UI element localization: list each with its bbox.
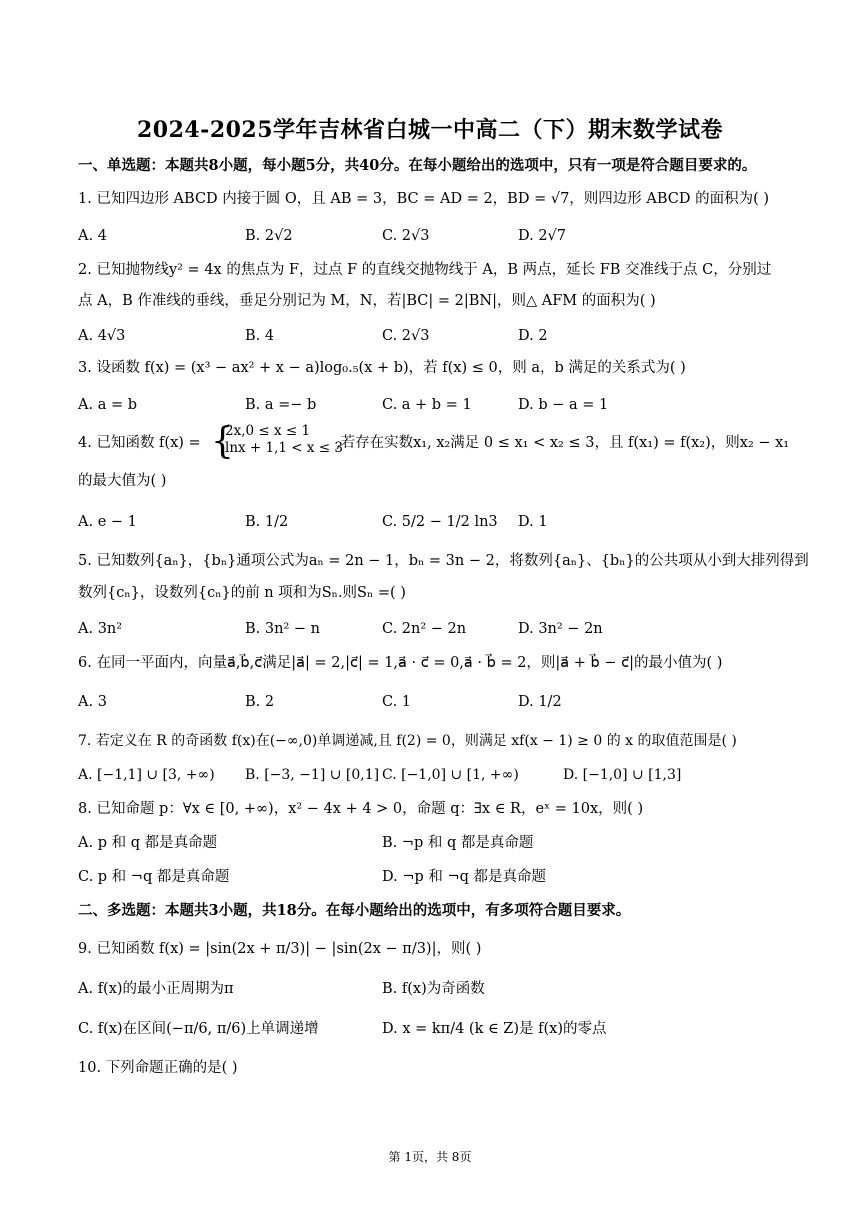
q6-stem: 6. 在同一平面内，向量a⃗,b⃗,c⃗满足|a⃗| = 2,|c⃗| = 1,a⃗ · c⃗ = 0,a⃗ · b⃗ = 2，则|a⃗ + b⃗ − c⃗|的最小值为( ) <box>78 655 723 671</box>
q2-option-a: A. 4√3 <box>78 328 126 344</box>
q4-piecewise-brace: { <box>211 421 234 462</box>
q5-stem-line2: 数列{cₙ}，设数列{cₙ}的前 n 项和为Sₙ.则Sₙ =( ) <box>78 585 406 601</box>
q2-stem-line1: 2. 已知抛物线y² = 4x 的焦点为 F，过点 F 的直线交抛物线于 A，B 两点，延长 FB 交准线于点 C，分别过 <box>78 262 772 278</box>
q5-option-b: B. 3n² − n <box>245 621 320 637</box>
q9-option-a: A. f(x)的最小正周期为π <box>78 981 234 997</box>
q3-option-a: A. a = b <box>78 397 137 413</box>
q3-option-b: B. a =− b <box>245 397 317 413</box>
q2-stem-line2: 点 A，B 作准线的垂线，垂足分别记为 M，N，若|BC| = 2|BN|，则△ AFM 的面积为( ) <box>78 293 656 309</box>
q5-option-c: C. 2n² − 2n <box>382 621 467 637</box>
q4-option-a: A. e − 1 <box>78 514 137 530</box>
q4-stem-line2: 的最大值为( ) <box>78 473 167 489</box>
section-multi-choice-header: 二、多选题：本题共3小题，共18分。在每小题给出的选项中，有多项符合题目要求。 <box>78 902 631 919</box>
q4-option-b: B. 1/2 <box>245 514 289 530</box>
q5-option-a: A. 3n² <box>78 621 123 637</box>
q1-stem: 1. 已知四边形 ABCD 内接于圆 O，且 AB = 3，BC = AD = 2，BD = √7，则四边形 ABCD 的面积为( ) <box>78 191 770 207</box>
q2-option-c: C. 2√3 <box>382 328 430 344</box>
section-single-choice-header: 一、单选题：本题共8小题，每小题5分，共40分。在每小题给出的选项中，只有一项是符合题目要求的。 <box>78 157 757 174</box>
q4-stem-lead: 4. 已知函数 f(x) = <box>78 435 201 451</box>
q3-option-d: D. b − a = 1 <box>518 397 609 413</box>
q8-stem: 8. 已知命题 p：∀x ∈ [0, +∞)，x² − 4x + 4 > 0，命题 q：∃x ∈ R，eˣ = 10x，则( ) <box>78 801 644 817</box>
q1-option-b: B. 2√2 <box>245 228 293 244</box>
q6-option-c: C. 1 <box>382 694 412 710</box>
q6-option-b: B. 2 <box>245 694 275 710</box>
q8-option-a: A. p 和 q 都是真命题 <box>78 835 218 851</box>
q4-stem-tail: ,若存在实数x₁, x₂满足 0 ≤ x₁ < x₂ ≤ 3，且 f(x₁) = f(x₂)，则x₂ − x₁ <box>336 435 790 451</box>
q9-option-d: D. x = kπ/4 (k ∈ Z)是 f(x)的零点 <box>382 1021 607 1037</box>
q9-option-b: B. f(x)为奇函数 <box>382 981 485 997</box>
q4-option-d: D. 1 <box>518 514 548 530</box>
q9-stem: 9. 已知函数 f(x) = |sin(2x + π/3)| − |sin(2x − π/3)|，则( ) <box>78 941 482 957</box>
q8-option-b: B. ¬p 和 q 都是真命题 <box>382 835 534 851</box>
q3-stem: 3. 设函数 f(x) = (x³ − ax² + x − a)log₀.₅(x + b)，若 f(x) ≤ 0，则 a，b 满足的关系式为( ) <box>78 360 686 376</box>
q2-option-d: D. 2 <box>518 328 548 344</box>
q4-option-c: C. 5/2 − 1/2 ln3 <box>382 514 498 530</box>
q5-stem-line1: 5. 已知数列{aₙ}，{bₙ}通项公式为aₙ = 2n − 1，bₙ = 3n − 2，将数列{aₙ}、{bₙ}的公共项从小到大排列得到 <box>78 553 809 569</box>
q7-option-c: C. [−1,0] ∪ [1, +∞) <box>382 767 519 783</box>
q1-option-c: C. 2√3 <box>382 228 430 244</box>
q1-option-a: A. 4 <box>78 228 107 244</box>
q2-option-b: B. 4 <box>245 328 275 344</box>
q7-option-a: A. [−1,1] ∪ [3, +∞) <box>78 767 215 783</box>
q7-stem: 7. 若定义在 R 的奇函数 f(x)在(−∞,0)单调递减,且 f(2) = 0，则满足 xf(x − 1) ≥ 0 的 x 的取值范围是( ) <box>78 733 737 749</box>
q3-option-c: C. a + b = 1 <box>382 397 472 413</box>
q8-option-d: D. ¬p 和 ¬q 都是真命题 <box>382 869 547 885</box>
q10-stem: 10. 下列命题正确的是( ) <box>78 1060 238 1076</box>
page-title: 2024-2025学年吉林省白城一中高二（下）期末数学试卷 <box>136 117 724 143</box>
q8-option-c: C. p 和 ¬q 都是真命题 <box>78 869 230 885</box>
q1-option-d: D. 2√7 <box>518 228 567 244</box>
q7-option-d: D. [−1,0] ∪ [1,3] <box>563 767 682 783</box>
q7-option-b: B. [−3, −1] ∪ [0,1] <box>245 767 380 783</box>
page-footer: 第 1页，共 8页 <box>388 1150 472 1164</box>
q6-option-d: D. 1/2 <box>518 694 562 710</box>
q5-option-d: D. 3n² − 2n <box>518 621 603 637</box>
q4-case-2: lnx + 1,1 < x ≤ 3 <box>225 440 343 456</box>
q6-option-a: A. 3 <box>78 694 107 710</box>
q4-case-1: 2x,0 ≤ x ≤ 1 <box>225 423 311 439</box>
q9-option-c: C. f(x)在区间(−π/6, π/6)上单调递增 <box>78 1021 319 1037</box>
